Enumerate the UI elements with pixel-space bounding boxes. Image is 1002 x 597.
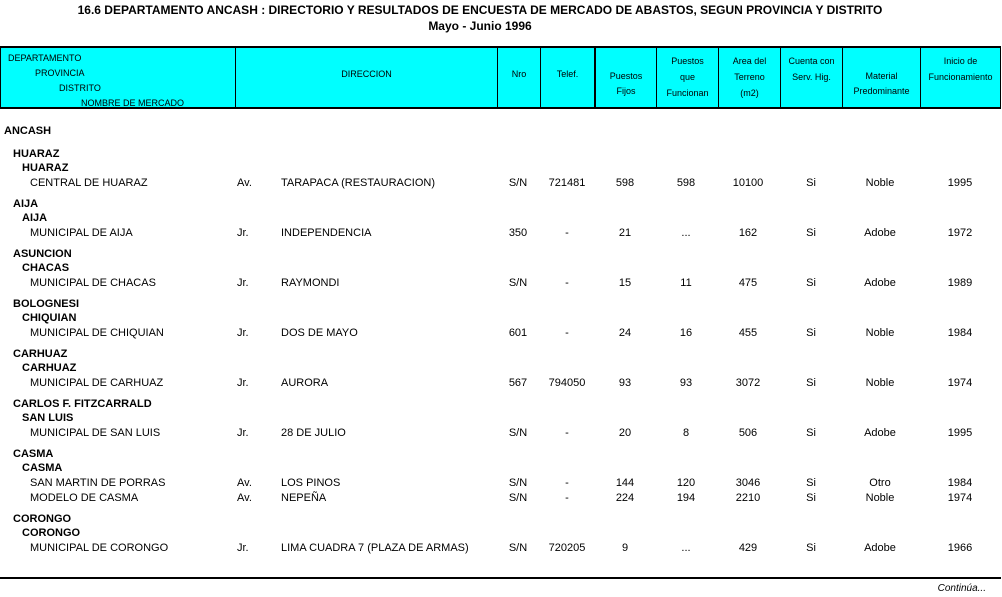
mercado-material: Adobe (864, 542, 896, 554)
mercado-via: Jr. (237, 377, 249, 389)
header-puestos-fijos-line1: Puestos (609, 71, 643, 81)
mercado-inicio: 1984 (947, 327, 973, 339)
mercado-inicio: 1995 (947, 427, 973, 439)
mercado-area: 10100 (732, 177, 764, 189)
mercado-funcionan: 8 (682, 427, 690, 439)
mercado-via: Av. (237, 177, 252, 189)
mercado-serv: Si (806, 542, 816, 554)
mercado-fijos: 93 (618, 377, 632, 389)
distrito-label: CORONGO (22, 527, 81, 539)
provincia-label: BOLOGNESI (13, 298, 80, 310)
header-material (842, 48, 920, 107)
mercado-fijos: 224 (615, 492, 635, 504)
table-bottom-rule (0, 577, 1001, 579)
provincia-label: AIJA (13, 198, 39, 210)
table-header (0, 46, 1001, 109)
distrito-label: AIJA (22, 212, 48, 224)
mercado-material: Otro (869, 477, 891, 489)
header-direccion (235, 48, 497, 107)
provincia-label: CARLOS F. FITZCARRALD (13, 398, 152, 410)
mercado-via: Av. (237, 477, 252, 489)
distrito-label: CARHUAZ (22, 362, 77, 374)
mercado-direccion: INDEPENDENCIA (281, 227, 372, 239)
mercado-area: 2210 (735, 492, 761, 504)
mercado-area: 475 (738, 277, 758, 289)
mercado-material: Noble (865, 327, 895, 339)
header-serv-hig (780, 48, 842, 107)
distrito-label: CHACAS (22, 262, 70, 274)
mercado-serv: Si (806, 327, 816, 339)
distrito-label: CHIQUIAN (22, 312, 77, 324)
header-nombre-mercado: NOMBRE DE MERCADO (81, 98, 185, 108)
mercado-serv: Si (806, 427, 816, 439)
header-puestos-funcionan-line3: Funcionan (666, 88, 709, 98)
mercado-inicio: 1974 (947, 492, 973, 504)
page-title: 16.6 DEPARTAMENTO ANCASH : DIRECTORIO Y RESULTADOS DE ENCUESTA DE MERCADO DE ABASTOS, SEGUN PROVINCIA Y DISTRITO (77, 3, 883, 17)
header-serv-line1: Cuenta con (788, 56, 835, 66)
header-col-location (0, 48, 235, 107)
mercado-material: Adobe (864, 227, 896, 239)
mercado-nro: 567 (508, 377, 528, 389)
mercado-nombre: MUNICIPAL DE CORONGO (30, 542, 169, 554)
mercado-fijos: 9 (621, 542, 629, 554)
mercado-telef: 721481 (548, 177, 586, 189)
header-distrito: DISTRITO (59, 83, 101, 93)
mercado-material: Adobe (864, 277, 896, 289)
distrito-label: HUARAZ (22, 162, 69, 174)
header-serv-line2: Serv. Hig. (792, 72, 831, 82)
mercado-via: Jr. (237, 227, 249, 239)
mercado-nro: S/N (508, 277, 528, 289)
mercado-telef: 794050 (548, 377, 586, 389)
mercado-direccion: RAYMONDI (281, 277, 340, 289)
mercado-direccion: LOS PINOS (281, 477, 341, 489)
header-puestos-funcionan-line1: Puestos (671, 56, 704, 66)
header-area-line2: Terreno (734, 72, 765, 82)
mercado-funcionan: 11 (680, 277, 692, 289)
mercado-serv: Si (806, 477, 816, 489)
mercado-nombre: MUNICIPAL DE CHIQUIAN (30, 327, 164, 339)
mercado-nombre: CENTRAL DE HUARAZ (30, 177, 148, 189)
mercado-via: Jr. (237, 277, 249, 289)
mercado-via: Jr. (237, 327, 249, 339)
mercado-area: 455 (738, 327, 758, 339)
mercado-telef: - (565, 227, 569, 239)
mercado-serv: Si (806, 277, 816, 289)
mercado-funcionan: 120 (676, 477, 696, 489)
mercado-serv: Si (806, 492, 816, 504)
mercado-via: Jr. (237, 542, 249, 554)
mercado-area: 429 (738, 542, 758, 554)
mercado-material: Noble (865, 492, 895, 504)
mercado-area: 506 (738, 427, 758, 439)
provincia-label: CASMA (13, 448, 54, 460)
mercado-serv: Si (806, 177, 816, 189)
mercado-telef: - (565, 427, 569, 439)
mercado-direccion: NEPEÑA (281, 492, 327, 504)
mercado-area: 162 (738, 227, 758, 239)
mercado-fijos: 21 (618, 227, 632, 239)
mercado-inicio: 1966 (947, 542, 973, 554)
mercado-fijos: 144 (615, 477, 635, 489)
mercado-inicio: 1984 (947, 477, 973, 489)
mercado-serv: Si (806, 227, 816, 239)
mercado-nro: S/N (508, 542, 528, 554)
header-material-line1: Material (865, 71, 898, 81)
mercado-nro: S/N (508, 427, 528, 439)
mercado-via: Av. (237, 492, 252, 504)
header-telef-label: Telef. (556, 69, 579, 79)
departamento-label: ANCASH (4, 125, 52, 137)
mercado-nro: S/N (508, 177, 528, 189)
mercado-funcionan: 194 (676, 492, 696, 504)
mercado-direccion: 28 DE JULIO (281, 427, 346, 439)
mercado-nro: S/N (508, 477, 528, 489)
mercado-telef: - (565, 477, 569, 489)
mercado-nombre: MODELO DE CASMA (30, 492, 139, 504)
header-provincia: PROVINCIA (35, 68, 85, 78)
header-area-line1: Area del (732, 56, 767, 66)
mercado-material: Adobe (864, 427, 896, 439)
mercado-funcionan: 16 (679, 327, 693, 339)
mercado-nombre: MUNICIPAL DE SAN LUIS (30, 427, 161, 439)
mercado-funcionan: 93 (679, 377, 693, 389)
mercado-inicio: 1989 (947, 277, 973, 289)
header-puestos-fijos-line2: Fijos (616, 86, 636, 96)
mercado-direccion: LIMA CUADRA 7 (PLAZA DE ARMAS) (281, 542, 469, 554)
header-nro (497, 48, 540, 107)
provincia-label: ASUNCION (13, 248, 72, 260)
provincia-label: HUARAZ (13, 148, 60, 160)
mercado-inicio: 1995 (947, 177, 973, 189)
mercado-via: Jr. (237, 427, 249, 439)
mercado-area: 3072 (735, 377, 761, 389)
distrito-label: SAN LUIS (22, 412, 74, 424)
header-puestos-fijos (594, 48, 656, 107)
mercado-inicio: 1974 (947, 377, 973, 389)
mercado-fijos: 24 (618, 327, 632, 339)
mercado-nro: 350 (508, 227, 528, 239)
mercado-serv: Si (806, 377, 816, 389)
provincia-label: CORONGO (13, 513, 72, 525)
header-inicio-line1: Inicio de (943, 56, 978, 66)
mercado-funcionan: ... (681, 542, 691, 554)
distrito-label: CASMA (22, 462, 63, 474)
header-telef (540, 48, 594, 107)
mercado-material: Noble (865, 377, 895, 389)
header-inicio-line2: Funcionamiento (928, 72, 993, 82)
header-area (718, 48, 780, 107)
mercado-telef: 720205 (548, 542, 586, 554)
header-direccion-label: DIRECCION (341, 69, 392, 79)
mercado-telef: - (565, 492, 569, 504)
header-inicio (920, 48, 1001, 107)
page-subtitle: Mayo - Junio 1996 (428, 19, 532, 33)
mercado-direccion: AURORA (281, 377, 329, 389)
header-area-line3: (m2) (740, 88, 759, 98)
header-nro-label: Nro (511, 69, 527, 79)
mercado-telef: - (565, 327, 569, 339)
provincia-label: CARHUAZ (13, 348, 68, 360)
mercado-direccion: DOS DE MAYO (281, 327, 358, 339)
mercado-inicio: 1972 (947, 227, 973, 239)
header-departamento: DEPARTAMENTO (8, 53, 82, 63)
continua-note: Continúa... (937, 583, 986, 594)
mercado-direccion: TARAPACA (RESTAURACION) (281, 177, 436, 189)
mercado-funcionan: ... (681, 227, 691, 239)
mercado-funcionan: 598 (676, 177, 696, 189)
mercado-fijos: 598 (615, 177, 635, 189)
mercado-nro: 601 (508, 327, 528, 339)
mercado-nro: S/N (508, 492, 528, 504)
mercado-fijos: 20 (618, 427, 632, 439)
header-puestos-funcionan-line2: que (679, 72, 696, 82)
mercado-area: 3046 (735, 477, 761, 489)
mercado-material: Noble (865, 177, 895, 189)
mercado-telef: - (565, 277, 569, 289)
mercado-nombre: MUNICIPAL DE AIJA (30, 227, 133, 239)
mercado-fijos: 15 (618, 277, 632, 289)
mercado-nombre: MUNICIPAL DE CARHUAZ (30, 377, 164, 389)
header-material-line2: Predominante (853, 86, 910, 96)
mercado-nombre: SAN MARTIN DE PORRAS (30, 477, 166, 489)
header-puestos-funcionan (656, 48, 718, 107)
mercado-nombre: MUNICIPAL DE CHACAS (30, 277, 156, 289)
